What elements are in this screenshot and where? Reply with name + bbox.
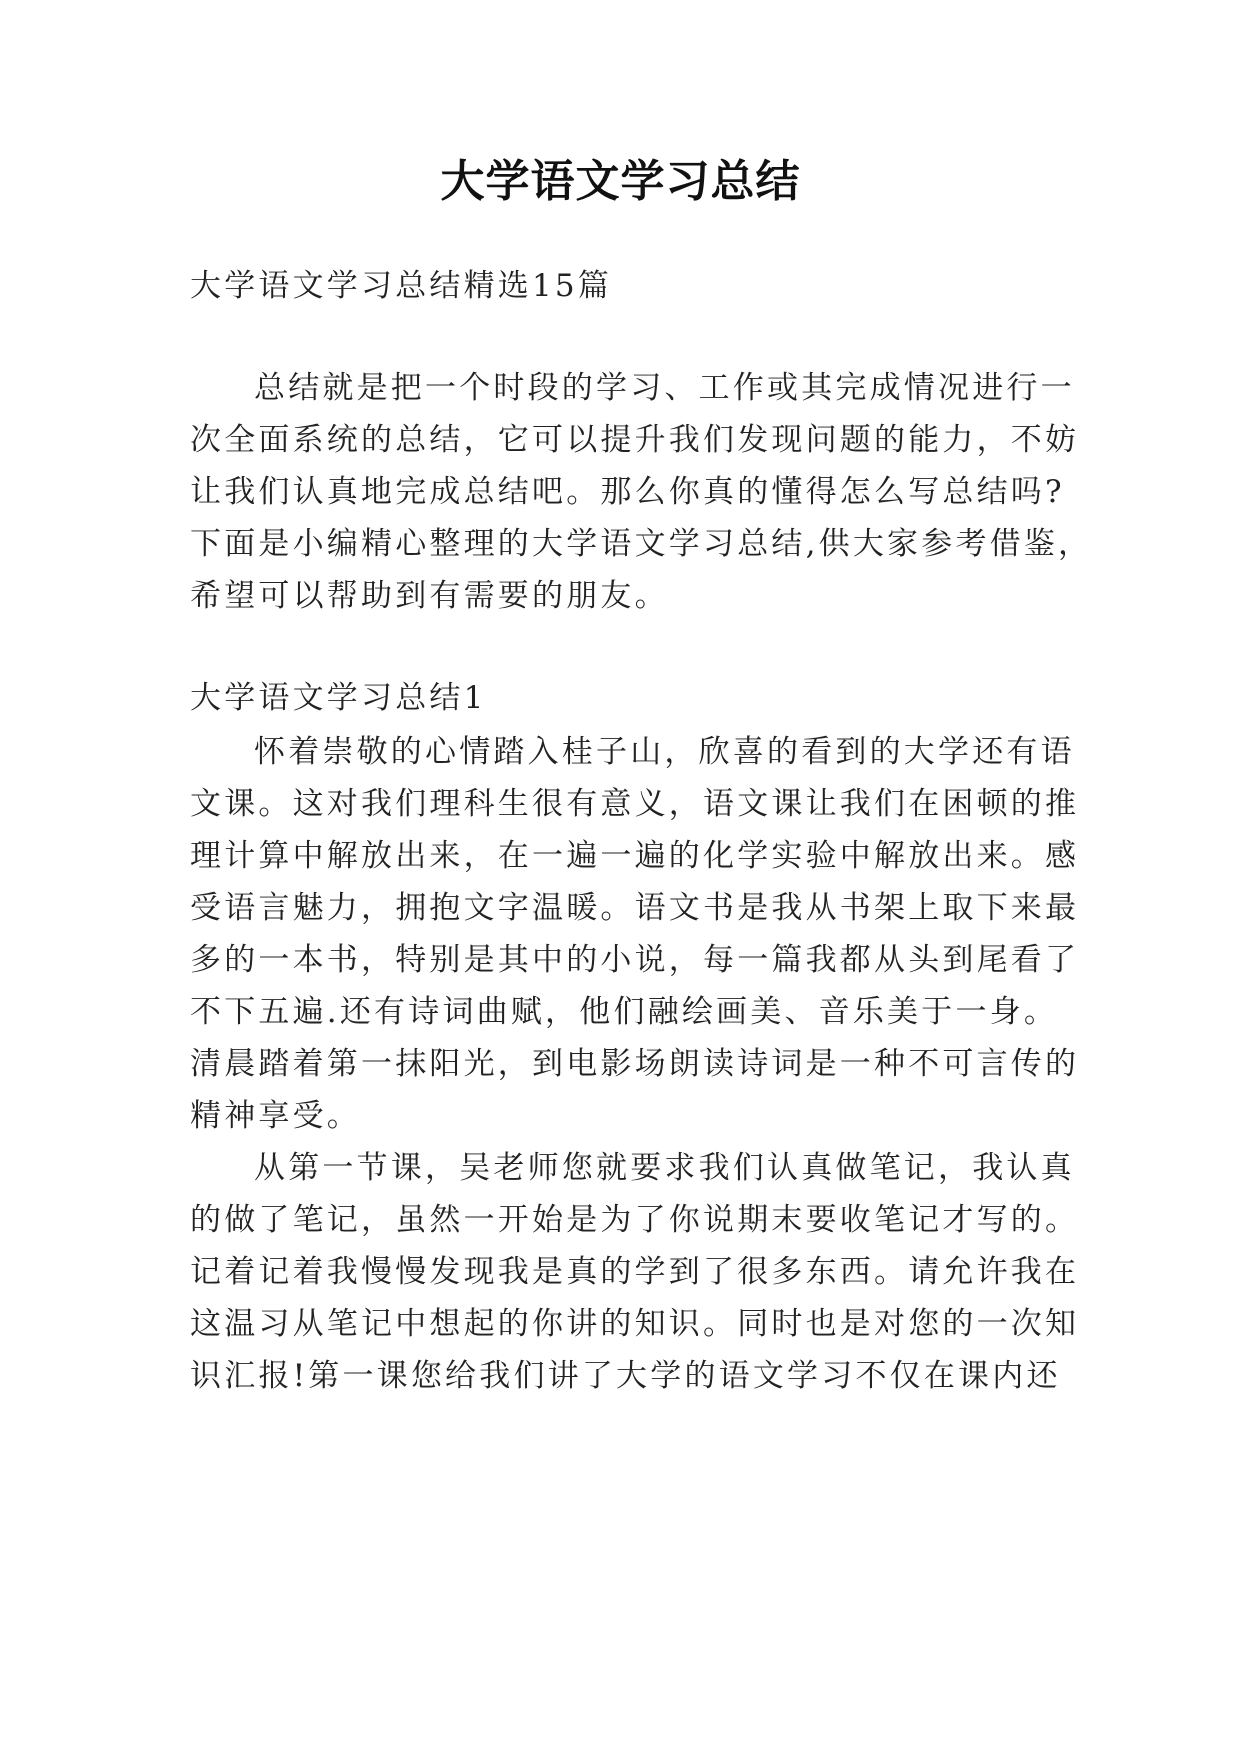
paragraph-line: 识汇报!第一课您给我们讲了大学的语文学习不仅在课内还 [190,1358,1061,1394]
intro-line: 次全面系统的总结，它可以提升我们发现问题的能力，不妨 [190,422,1080,458]
paragraph-line: 受语言魅力，拥抱文字温暖。语文书是我从书架上取下来最 [190,890,1080,926]
intro-line: 下面是小编精心整理的大学语文学习总结,供大家参考借鉴， [190,526,1093,562]
paragraph-line: 理计算中解放出来，在一遍一遍的化学实验中解放出来。感 [190,838,1080,874]
paragraph-line: 多的一本书，特别是其中的小说，每一篇我都从头到尾看了 [190,942,1080,978]
document-title: 大学语文学习总结 [440,156,801,207]
intro-line: 让我们认真地完成总结吧。那么你真的懂得怎么写总结吗? [190,474,1065,510]
paragraph-line: 不下五遍.还有诗词曲赋，他们融绘画美、音乐美于一身。 [190,994,1059,1030]
paragraph-line: 怀着崇敬的心情踏入桂子山，欣喜的看到的大学还有语 [254,734,1075,770]
section-heading: 大学语文学习总结1 [190,680,487,716]
intro-line: 希望可以帮助到有需要的朋友。 [190,578,669,614]
paragraph-line: 文课。这对我们理科生很有意义，语文课让我们在困顿的推 [190,786,1080,822]
paragraph-line: 记着记着我慢慢发现我是真的学到了很多东西。请允许我在 [190,1254,1080,1290]
paragraph-line: 精神享受。 [190,1098,361,1134]
paragraph-line: 从第一节课，吴老师您就要求我们认真做笔记，我认真 [254,1150,1075,1186]
intro-line: 总结就是把一个时段的学习、工作或其完成情况进行一 [254,370,1075,406]
paragraph-line: 这温习从笔记中想起的你讲的知识。同时也是对您的一次知 [190,1306,1080,1342]
paragraph-line: 清晨踏着第一抹阳光，到电影场朗读诗词是一种不可言传的 [190,1046,1080,1082]
document-subtitle: 大学语文学习总结精选15篇 [190,268,613,304]
paragraph-line: 的做了笔记，虽然一开始是为了你说期末要收笔记才写的。 [190,1202,1080,1238]
